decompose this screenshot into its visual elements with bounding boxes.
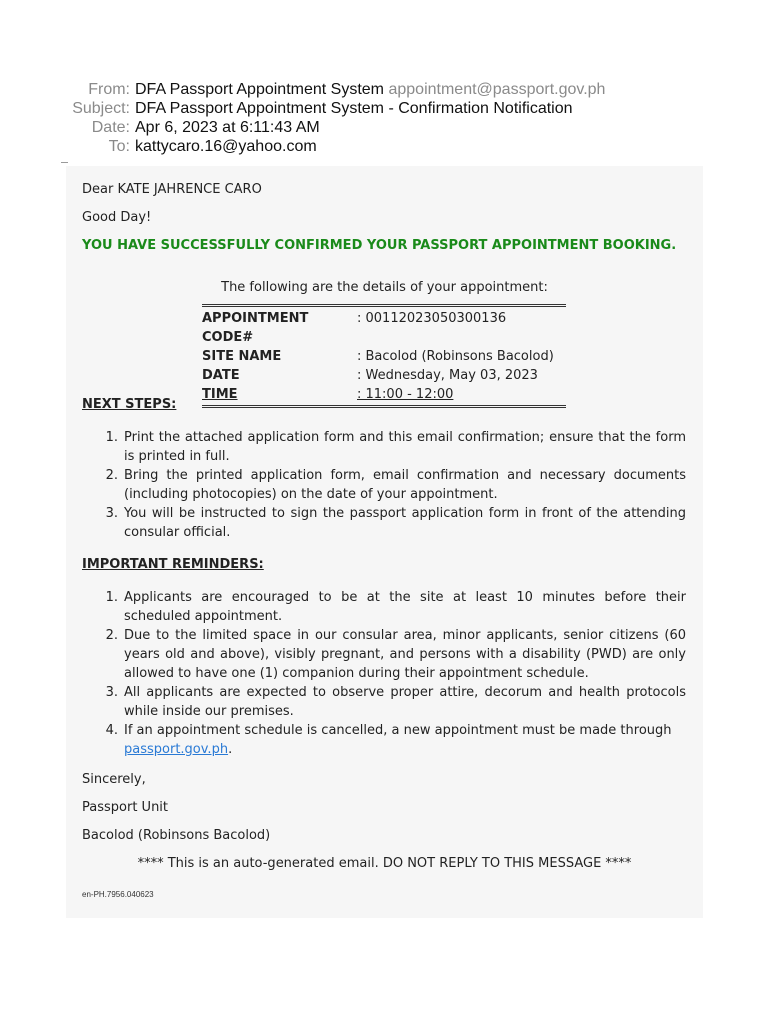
greeting: Dear KATE JAHRENCE CARO xyxy=(82,182,262,197)
list-number: 1. xyxy=(105,590,118,605)
appointment-code-label: APPOINTMENT CODE# xyxy=(202,311,309,345)
site-name-value: : Bacolod (Robinsons Bacolod) xyxy=(357,349,554,364)
passport-gov-link[interactable]: passport.gov.ph xyxy=(124,742,229,757)
appointment-row xyxy=(202,347,566,366)
sincerely: Sincerely, xyxy=(82,772,146,787)
subject-label: Subject: xyxy=(72,100,130,117)
email-header xyxy=(0,80,768,156)
list-number: 1. xyxy=(105,430,118,445)
date-value: Apr 6, 2023 at 6:11:43 AM xyxy=(135,119,320,136)
next-steps-heading: NEXT STEPS: xyxy=(82,397,177,412)
list-item xyxy=(82,504,686,542)
list-text: All applicants are expected to observe proper attire, decorum and health protocols while inside our premises. xyxy=(124,685,686,719)
time-value-cell: : 11:00 - 12:00 xyxy=(357,387,454,402)
header-divider xyxy=(61,162,68,163)
list-text: You will be instructed to sign the passport application form in front of the attending consular official. xyxy=(124,506,686,540)
email-body xyxy=(66,166,703,918)
appointment-row xyxy=(202,309,566,347)
list-text: Due to the limited space in our consular area, minor applicants, senior citizens (60 years old and above), visibly pregnant, and persons with a disability (PWD) are only allowed to have one (1) companion during their appointment schedule. xyxy=(124,628,686,681)
details-intro: The following are the details of your appointment: xyxy=(221,280,548,295)
list-number: 2. xyxy=(105,628,118,643)
list-number: 3. xyxy=(105,506,118,521)
from-email[interactable]: appointment@passport.gov.ph xyxy=(388,81,606,98)
signature-site: Bacolod (Robinsons Bacolod) xyxy=(82,828,271,843)
appointment-row xyxy=(202,385,566,404)
to-value[interactable]: kattycaro.16@yahoo.com xyxy=(135,138,317,155)
passport-unit: Passport Unit xyxy=(82,800,169,815)
from-label: From: xyxy=(88,81,130,98)
list-item xyxy=(82,466,686,504)
subject-value: DFA Passport Appointment System - Confirmation Notification xyxy=(135,100,573,117)
list-number: 4. xyxy=(105,723,118,738)
to-row xyxy=(0,137,768,156)
subject-row xyxy=(0,99,768,118)
from-value xyxy=(135,80,605,99)
appointment-row xyxy=(202,366,566,385)
list-item xyxy=(82,588,686,626)
date-value-cell: : Wednesday, May 03, 2023 xyxy=(357,368,538,383)
from-row xyxy=(0,80,768,99)
list-text xyxy=(124,721,686,759)
from-name: DFA Passport Appointment System xyxy=(135,81,385,98)
appointment-table xyxy=(202,304,566,408)
to-label: To: xyxy=(108,138,130,155)
list-item xyxy=(82,428,686,466)
list-text: Applicants are encouraged to be at the site at least 10 minutes before their scheduled appointment. xyxy=(124,590,686,624)
next-steps-list xyxy=(82,428,686,542)
list-text: Bring the printed application form, email confirmation and necessary documents (including photocopies) on the date of your appointment. xyxy=(124,468,686,502)
auto-generated-notice: **** This is an auto-generated email. DO NOT REPLY TO THIS MESSAGE **** xyxy=(137,856,632,871)
list-number: 3. xyxy=(105,685,118,700)
good-day: Good Day! xyxy=(82,210,152,225)
site-name-label: SITE NAME xyxy=(202,349,282,364)
list-item xyxy=(82,683,686,721)
footer-code: en-PH.7956.040623 xyxy=(82,890,154,899)
reminder-4-text: If an appointment schedule is cancelled, a new appointment must be made through xyxy=(124,723,672,738)
time-label-cell: TIME xyxy=(202,387,238,402)
appointment-code-value: : 00112023050300136 xyxy=(357,311,507,326)
list-text: Print the attached application form and this email confirmation; ensure that the form is printed in full. xyxy=(124,430,686,464)
reminder-4-suffix: . xyxy=(228,742,233,757)
list-item xyxy=(82,626,686,683)
date-row xyxy=(0,118,768,137)
important-reminders-heading: IMPORTANT REMINDERS: xyxy=(82,557,264,572)
list-number: 2. xyxy=(105,468,118,483)
date-label-cell: DATE xyxy=(202,368,240,383)
date-label: Date: xyxy=(91,119,130,136)
success-message: YOU HAVE SUCCESSFULLY CONFIRMED YOUR PASSPORT APPOINTMENT BOOKING. xyxy=(82,238,677,253)
reminders-list xyxy=(82,588,686,759)
list-item xyxy=(82,721,686,759)
